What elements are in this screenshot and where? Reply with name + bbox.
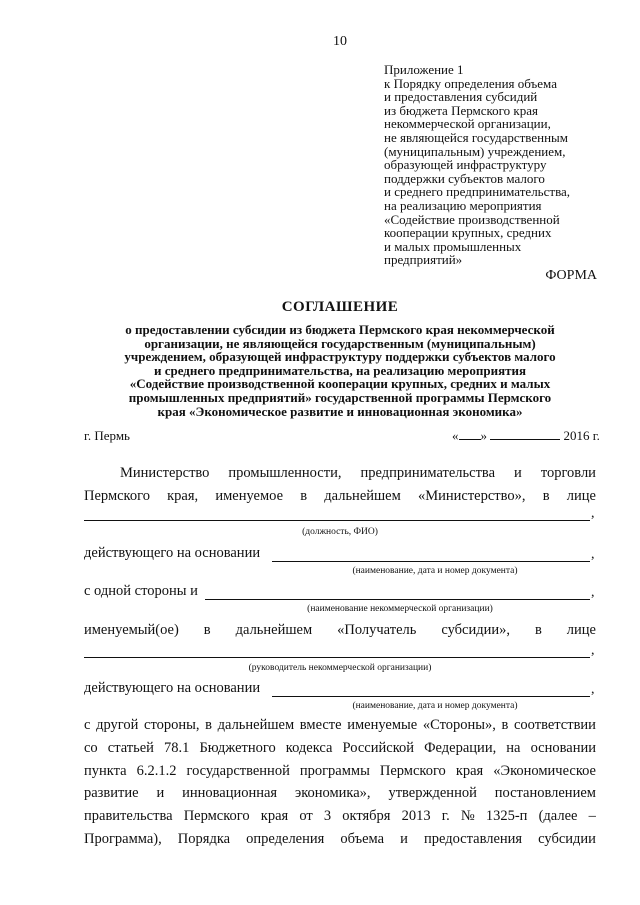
word: Порядка [177,830,231,847]
word: именуемый(ое) [84,622,179,638]
word: именуемые [347,717,418,733]
word: (далее [538,808,578,825]
appendix-line: к Порядку определения объема [384,75,557,91]
acting-basis-label-2: действующего на основании [84,680,261,696]
date-year: 2016 г. [563,428,600,443]
one-side-label: с одной стороны и [84,583,198,599]
subtitle-line: о предоставлении субсидии из бюджета Пермского края некоммерческой [125,322,555,337]
document-subtitle [70,323,610,418]
word: на [506,739,521,756]
document-title: СОГЛАШЕНИЕ [281,299,399,315]
word: стороны, [144,717,200,733]
subtitle-line: промышленных предприятий» государственной программы Пермского [128,389,552,405]
caption-document-2: (наименование, дата и номер документа) [352,701,518,711]
basis-document-line-2[interactable] [272,695,590,697]
appendix-line: кооперации крупных, средних [384,225,552,241]
word: вместе [299,717,342,733]
word: Бюджетного [199,739,276,756]
page-number: 10 [333,34,347,49]
word: кодекса [285,739,333,756]
word: – [588,808,596,825]
word: 3 [323,808,332,825]
caption-head: (руководитель некоммерческой организации) [248,663,432,673]
word: промышленности, [228,465,342,481]
word: Министерство [120,465,210,481]
word: предоставления [423,830,523,847]
paragraph-line [84,717,596,740]
word: экономика», [294,785,371,802]
word: 1325-п [485,808,528,825]
caption-organization: (наименование некоммерческой организации) [307,604,493,614]
basis-document-line[interactable] [272,560,590,562]
comma: , [591,643,595,658]
word: дальнейшем [324,488,401,504]
appendix-line: (муниципальным) учреждением, [384,143,566,159]
subtitle-line: и среднего предпринимательства, на реализацию мероприятия [153,362,527,378]
word: в [534,622,542,638]
appendix-line: из бюджета Пермского края [384,102,539,118]
word: в [542,488,550,504]
word: постановлением [494,785,596,802]
word: программы [299,762,370,779]
paragraph-line [84,808,596,831]
word: в [203,622,211,638]
word: инновационная [182,785,278,802]
word: в [300,488,308,504]
appendix-line: на реализацию мероприятия [384,197,542,213]
organization-line[interactable] [205,598,590,600]
word: объема [340,830,385,847]
word: края [455,762,484,779]
word: края, [167,488,199,504]
word: «Министерство», [417,488,526,504]
subtitle-line: учреждением, образующей инфраструктуру поддержки субъектов малого [124,349,556,365]
word: Пермского [84,488,150,504]
date-close-quote: » [480,428,487,443]
paragraph-line [84,740,596,763]
comma: , [591,682,595,697]
appendix-line: и предоставления субсидий [384,89,538,105]
word: и [156,785,165,802]
paragraph-line [84,831,596,854]
word: дальнейшем [235,622,313,638]
word: утвержденной [388,785,477,802]
word: соответствии [514,717,596,733]
word: в [501,717,509,733]
word: 78.1 [164,739,190,756]
appendix-line: Приложение 1 [384,62,464,77]
date-open-quote: « [452,428,459,443]
word: октября [342,808,391,825]
position-name-line[interactable] [84,519,590,521]
appendix-block [384,63,604,267]
appendix-line: «Содействие производственной [384,211,560,227]
word: 6.2.1.2 [136,762,177,779]
comma: , [591,547,595,562]
word: государственной [186,762,290,779]
para1-line1 [120,465,596,482]
paragraph-2 [84,717,596,854]
word: Пермского [183,808,250,825]
subtitle-line: «Содействие производственной кооперации крупных, средних и малых [129,376,551,392]
word: дальнейшем [217,717,295,733]
word: торговли [540,465,596,481]
word: г. [441,808,450,825]
word: субсидии [538,830,596,847]
word: Программа), [84,830,162,847]
head-name-line[interactable] [84,656,590,658]
appendix-line: образующей инфраструктуру [384,157,547,173]
city-label: г. Пермь [84,428,130,443]
date-field[interactable] [452,428,600,444]
caption-position: (должность, ФИО) [302,527,378,537]
comma: , [591,585,595,600]
word: лице [566,488,596,504]
appendix-line: некоммерческой организации, [384,116,551,132]
form-label: ФОРМА [545,268,597,283]
word: 2013 [401,808,431,825]
date-day-blank[interactable] [459,428,481,440]
appendix-line: не являющейся государственным [384,129,568,145]
word: субсидии», [441,622,510,638]
word: Российской [342,739,415,756]
word: «Получатель [337,622,417,638]
word: развитие [84,785,139,802]
paragraph-line [84,785,596,808]
word: с [84,717,91,733]
word: в [205,717,212,733]
word: Пермского [379,762,446,779]
word: «Экономическое [493,762,596,779]
word: № [460,808,475,825]
appendix-line: и среднего предпринимательства, [384,184,571,200]
subtitle-line: организации, не являющейся государственным (муниципальным) [144,335,536,351]
word: пункта [84,762,127,779]
subtitle-line: края «Экономическое развитие и инновационная экономика» [157,403,523,419]
word: и [400,830,408,847]
word: со [84,739,98,756]
acting-basis-label: действующего на основании [84,545,261,561]
word: края [260,808,289,825]
word: лице [566,622,596,638]
word: «Стороны», [422,717,496,733]
word: Федерации, [424,739,497,756]
word: правительства [84,808,173,825]
word: другой [96,717,139,733]
appendix-line: предприятий» [384,252,463,268]
paragraph-line [84,763,596,786]
appendix-line: и малых промышленных [384,238,522,254]
word: статьей [107,739,154,756]
date-month-blank[interactable] [490,428,560,440]
word: именуемое [215,488,284,504]
caption-document: (наименование, дата и номер документа) [352,566,518,576]
word: от [299,808,313,825]
para1-line2 [84,488,596,505]
word: определения [246,830,325,847]
word: предпринимательства [360,465,496,481]
word: и [514,465,522,481]
word: основании [530,739,596,756]
comma: , [591,506,595,521]
recipient-line [84,622,596,639]
appendix-line: поддержки субъектов малого [384,170,545,186]
